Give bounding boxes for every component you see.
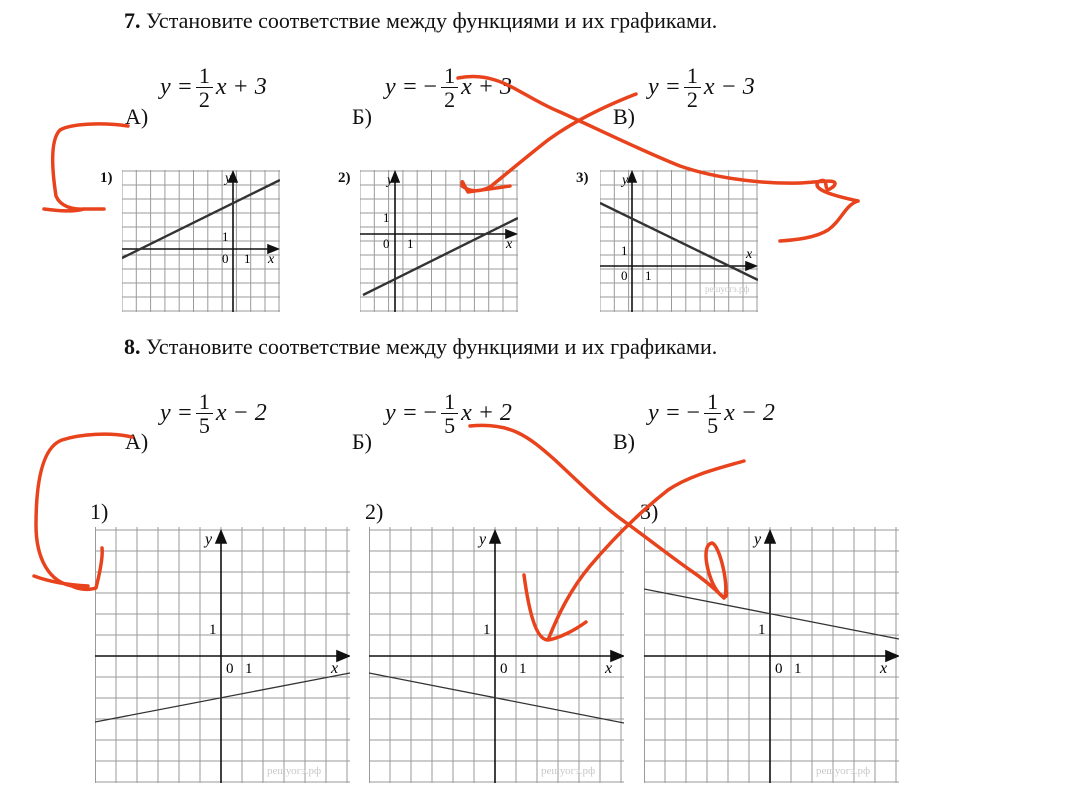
tick-x: 1 bbox=[407, 236, 414, 251]
task-8-option-a-label: А) bbox=[125, 429, 149, 454]
watermark: решуогэ.рф bbox=[816, 765, 871, 777]
tick-y: 1 bbox=[383, 210, 390, 225]
y-axis-label: y bbox=[387, 173, 394, 188]
annotation-8a-hook bbox=[34, 434, 132, 589]
task-7-graph-1-number: 1) bbox=[100, 170, 113, 186]
annotation-7-tail bbox=[780, 201, 858, 241]
watermark: решуогэ.рф bbox=[705, 284, 750, 294]
task-8-graph-3-number: 3) bbox=[640, 499, 659, 524]
tick-y: 1 bbox=[483, 622, 491, 638]
x-axis-label: x bbox=[880, 660, 888, 677]
watermark: решуогэ.рф bbox=[267, 765, 322, 777]
tick-x: 1 bbox=[519, 661, 527, 677]
tick-x: 1 bbox=[244, 251, 251, 266]
task-8-formula-c: y = − $\frac{1}{5}$ x − 2 bbox=[648, 389, 775, 439]
task-8-graph-1-number: 1) bbox=[90, 499, 109, 524]
annotation-7b-cross bbox=[458, 77, 858, 201]
task-8-option-b-label: Б) bbox=[352, 429, 372, 454]
task-7-formula-b: y = − $\frac{1}{2}$ x + 3 bbox=[385, 63, 512, 113]
tick-x: 1 bbox=[794, 661, 802, 677]
origin-label: 0 bbox=[621, 268, 628, 283]
y-axis-label: y bbox=[622, 173, 629, 188]
watermark: решуогэ.рф bbox=[541, 765, 596, 777]
origin-label: 0 bbox=[383, 236, 390, 251]
y-axis-label: y bbox=[225, 171, 232, 186]
task-7-formula-a: y = $\frac{1}{2}$ x + 3 bbox=[160, 63, 267, 113]
x-axis-label: x bbox=[506, 237, 513, 252]
tick-x: 1 bbox=[645, 268, 652, 283]
task-8-option-c-label: В) bbox=[613, 429, 635, 454]
task-7-graph-2-number: 2) bbox=[338, 170, 351, 186]
tick-y: 1 bbox=[209, 622, 217, 638]
task-7-formula-c: y = $\frac{1}{2}$ x − 3 bbox=[648, 63, 755, 113]
x-axis-label: x bbox=[268, 252, 275, 267]
x-axis-label: x bbox=[746, 247, 753, 262]
task-7-option-a-label: А) bbox=[125, 104, 149, 129]
task-7-number: 7. bbox=[124, 8, 141, 33]
task-8-graph-2-number: 2) bbox=[365, 499, 384, 524]
y-axis-label: y bbox=[479, 531, 487, 548]
annotation-8c-stroke bbox=[524, 461, 744, 640]
task-8-formula-a: y = $\frac{1}{5}$ x − 2 bbox=[160, 389, 267, 439]
tick-y: 1 bbox=[222, 229, 229, 244]
y-axis-label: y bbox=[754, 531, 762, 548]
origin-label: 0 bbox=[226, 661, 234, 677]
task-8-number: 8. bbox=[124, 334, 141, 359]
annotation-7a-hook bbox=[44, 124, 128, 211]
task-8-formula-b: y = − $\frac{1}{5}$ x + 2 bbox=[385, 389, 512, 439]
task-7-text: Установите соответствие между функциями и их графиками. bbox=[146, 8, 718, 33]
task-7-option-b-label: Б) bbox=[352, 104, 372, 129]
task-7-graph-3-number: 3) bbox=[576, 170, 589, 186]
origin-label: 0 bbox=[775, 661, 783, 677]
origin-label: 0 bbox=[222, 251, 229, 266]
x-axis-label: x bbox=[605, 660, 613, 677]
annotation-8b-cross bbox=[470, 425, 727, 598]
y-axis-label: y bbox=[205, 531, 213, 548]
task-7-option-c-label: В) bbox=[613, 104, 635, 129]
tick-y: 1 bbox=[758, 622, 766, 638]
tick-x: 1 bbox=[245, 661, 253, 677]
task-8-text: Установите соответствие между функциями и их графиками. bbox=[146, 334, 718, 359]
tick-y: 1 bbox=[621, 243, 628, 258]
origin-label: 0 bbox=[500, 661, 508, 677]
x-axis-label: x bbox=[331, 660, 339, 677]
